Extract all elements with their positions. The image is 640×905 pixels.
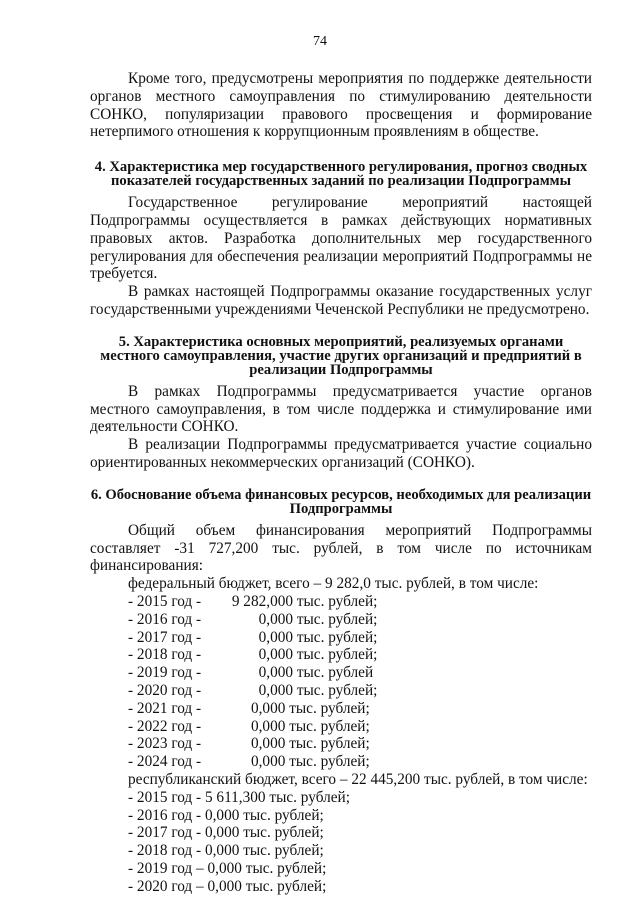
list-item: - 2015 год - 9 282,000 тыс. рублей; — [128, 592, 378, 610]
list-item: - 2021 год - 0,000 тыс. рублей; — [128, 699, 370, 717]
regional-budget-list — [90, 789, 592, 896]
list-item: - 2019 год – 0,000 тыс. рублей; — [128, 859, 327, 877]
list-item: - 2017 год - 0,000 тыс. рублей; — [128, 824, 324, 842]
section-5-paragraph-2: В реализации Подпрограммы предусматривается участие социально ориентированных некоммерческих организаций (СОНКО). — [90, 436, 592, 471]
list-item: - 2016 год - 0,000 тыс. рублей; — [128, 610, 378, 628]
section-4-paragraph-1: Государственное регулирование мероприятий настоящей Подпрограммы осуществляется в рамках действующих нормативных правовых актов. Разработка дополнительных мер государственного регулирования для обеспечения реализации мероприятий Подпрограммы не требуется. — [90, 194, 592, 283]
section-4-paragraph-2: В рамках настоящей Подпрограммы оказание государственных услуг государственными учреждениями Чеченской Республики не предусмотрено. — [90, 283, 592, 318]
list-item: - 2022 год - 0,000 тыс. рублей; — [128, 717, 370, 735]
document-body — [90, 70, 592, 895]
federal-budget-title: федеральный бюджет, всего – 9 282,0 тыс. рублей, в том числе: — [128, 575, 539, 593]
section-5-heading: 5. Характеристика основных мероприятий, реализуемых органами местного самоуправления, участие других организаций и предприятий в реализации Подпрограммы — [100, 333, 582, 378]
financing-intro: Общий объем финансирования мероприятий Подпрограммы составляет -31 727,200 тыс. рублей, в том числе по источникам финансирования: — [90, 521, 592, 575]
list-item: - 2018 год - 0,000 тыс. рублей; — [128, 646, 378, 664]
intro-paragraph: Кроме того, предусмотрены мероприятия по поддержке деятельности органов местного самоуправления по стимулированию деятельности СОНКО, популяризации правового просвещения и формирование нетерпимого отношения к коррупционным проявлениям в обществе. — [90, 70, 592, 141]
list-item: - 2016 год - 0,000 тыс. рублей; — [128, 806, 324, 824]
list-item: - 2023 год - 0,000 тыс. рублей; — [128, 735, 370, 753]
section-5-paragraph-1: В рамках Подпрограммы предусматривается участие органов местного самоуправления, в том числе поддержка и стимулирование ими деятельности СОНКО. — [90, 382, 592, 436]
regional-budget-title: республиканский бюджет, всего – 22 445,200 тыс. рублей, в том числе: — [128, 770, 588, 788]
list-item: - 2020 год – 0,000 тыс. рублей; — [128, 877, 327, 895]
list-item: - 2018 год - 0,000 тыс. рублей; — [128, 842, 324, 860]
list-item: - 2019 год - 0,000 тыс. рублей — [128, 664, 374, 682]
federal-budget-list — [90, 593, 592, 771]
list-item: - 2015 год - 5 611,300 тыс. рублей; — [128, 788, 350, 806]
list-item: - 2020 год - 0,000 тыс. рублей; — [128, 681, 378, 699]
section-4-heading: 4. Характеристика мер государственного регулирования, прогноз сводных показателей государственных заданий по реализации Подпрограммы — [94, 159, 588, 190]
section-6-heading: 6. Обоснование объема финансовых ресурсов, необходимых для реализации Подпрограммы — [90, 486, 592, 517]
list-item: - 2024 год - 0,000 тыс. рублей; — [128, 753, 370, 771]
list-item: - 2017 год - 0,000 тыс. рублей; — [128, 628, 378, 646]
page-number: 74 — [313, 34, 327, 49]
